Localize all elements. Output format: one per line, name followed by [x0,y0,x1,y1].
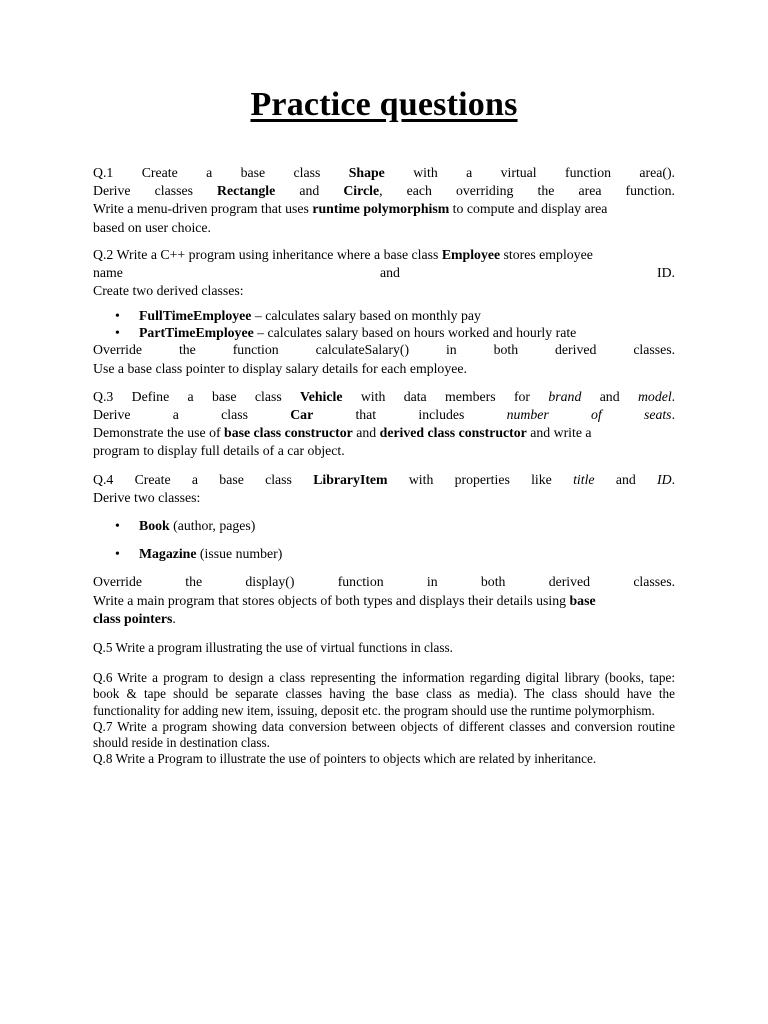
term-runtime-polymorphism: runtime polymorphism [312,201,450,217]
question-1 [93,164,675,237]
q3-line-3: Demonstrate the use of base class constructor and derived class constructor and write a [93,425,592,441]
q2-line-3: Create two derived classes: [93,283,244,299]
list-item: • PartTimeEmployee – calculates salary based on hours worked and hourly rate [93,325,675,342]
question-7: Q.7 Write a program showing data conversion between objects of different classes and conversion routine should reside in destination class. [93,718,675,751]
list-item: • FullTimeEmployee – calculates salary based on monthly pay [93,308,675,325]
term-circle: Circle [343,183,380,199]
term-shape: Shape [348,165,385,180]
term-rectangle: Rectangle [217,183,276,199]
q2-line-5: Use a base class pointer to display salary details for each employee. [93,360,467,376]
q4-line-4: Write a main program that stores objects of both types and displays their details using base [93,592,596,608]
q2-bullet-list [93,308,675,341]
question-3 [93,388,675,461]
question-8: Q.8 Write a Program to illustrate the use of pointers to objects which are related by inheritance. [93,751,597,767]
question-4 [93,471,675,628]
term-employee: Employee [441,246,501,262]
term-library-item: LibraryItem [313,471,388,487]
q3-line-4: program to display full details of a car object. [93,443,345,459]
question-2 [93,246,675,378]
q4-line-2: Derive two classes: [93,489,201,505]
q4-line-5: class pointers. [93,610,176,626]
term-vehicle: Vehicle [300,388,343,404]
q4-line-1: Q.4 Create a base class LibraryItem with properties like title and ID. [93,471,676,487]
q2-line-2: name and ID. [93,265,676,281]
page-title: Practice questions [250,86,518,123]
term-car: Car [290,407,314,423]
question-6: Q.6 Write a program to design a class representing the information regarding digital library (books, tape: book & tape should be separate classes having the base class as media). The class should have the functionality for adding new item, issuing, deposit etc. the program should use the runtime polymorphism. [93,670,675,718]
q4-line-3: Override the display() function in both derived classes. [93,574,676,590]
q2-line-1: Q.2 Write a C++ program using inheritance where a base class Employee stores employee [93,246,593,262]
question-5: Q.5 Write a program illustrating the use of virtual functions in class. [93,640,453,656]
q3-line-1: Q.3 Define a base class Vehicle with data members for brand and model. [93,388,676,404]
q2-line-4: Override the function calculateSalary() in both derived classes. [93,342,676,358]
q3-line-2: Derive a class Car that includes number of seats. [93,407,676,423]
q1-line-2: Derive classes Rectangle and Circle, each overriding the area function. [93,183,675,199]
questions-body [93,164,675,767]
list-item: • Book (author, pages) [93,517,675,535]
q4-bullet-list [93,517,675,563]
q1-line-1: Q.1 Create a base class Shape with a virtual function area(). [93,165,676,180]
q1-line-3: Write a menu-driven program that uses runtime polymorphism to compute and display area [93,201,608,217]
q1-line-4: based on user choice. [93,219,211,235]
list-item: • Magazine (issue number) [93,545,675,563]
